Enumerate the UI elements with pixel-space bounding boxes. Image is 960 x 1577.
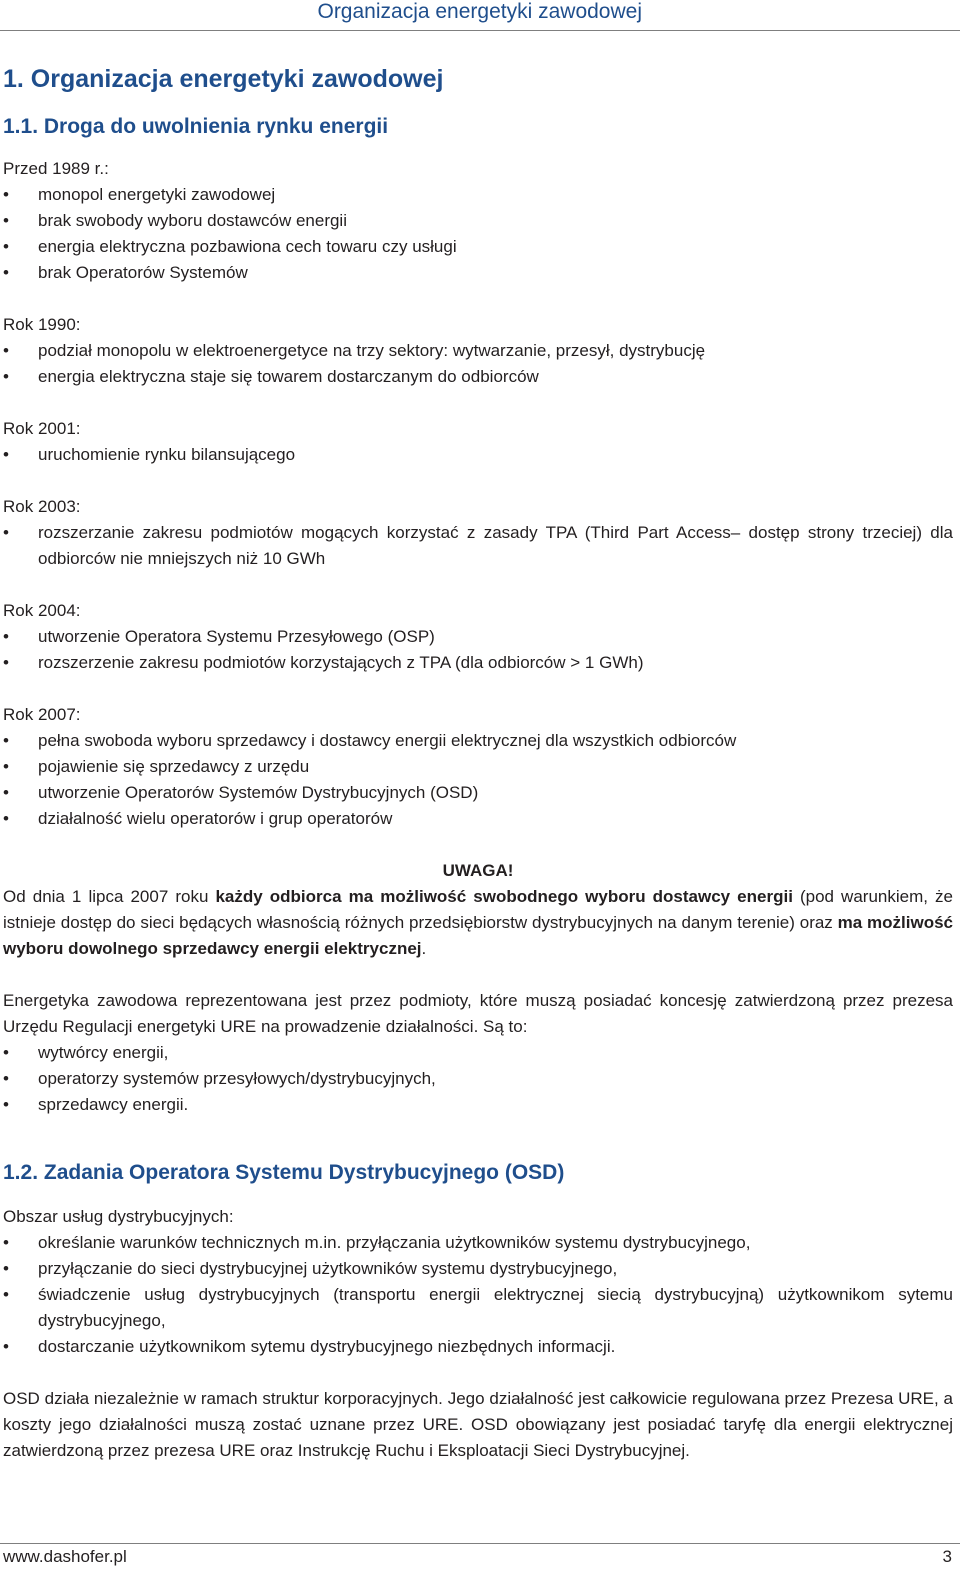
list-item: • przyłączanie do sieci dystrybucyjnej użytkowników systemu dystrybucyjnego,: [3, 1256, 953, 1282]
list-item: • utworzenie Operatora Systemu Przesyłowego (OSP): [3, 624, 953, 650]
bullet-icon: •: [3, 1043, 9, 1062]
bullet-icon: •: [3, 1069, 9, 1088]
bullet-icon: •: [3, 211, 9, 230]
bullet-icon: •: [3, 523, 9, 542]
list-item: • określanie warunków technicznych m.in. przyłączania użytkowników systemu dystrybucyjnego,: [3, 1230, 953, 1256]
list-item: • monopol energetyki zawodowej: [3, 182, 953, 208]
bullet-icon: •: [3, 627, 9, 646]
year-2003-list: [3, 520, 953, 572]
bullet-icon: •: [3, 1259, 9, 1278]
services-intro: Obszar usług dystrybucyjnych:: [3, 1207, 234, 1226]
list-item: • podział monopolu w elektroenergetyce na trzy sektory: wytwarzanie, przesył, dystrybucję: [3, 338, 953, 364]
list-item: • operatorzy systemów przesyłowych/dystrybucyjnych,: [3, 1066, 953, 1092]
notice-emphasis-2: ma możliwość wyboru dowolnego sprzedawcy energii elektrycznej: [3, 913, 953, 958]
notice-heading: UWAGA!: [442, 861, 514, 880]
bullet-icon: •: [3, 263, 9, 282]
bullet-icon: •: [3, 341, 9, 360]
list-item: • pełna swoboda wyboru sprzedawcy i dostawcy energii elektrycznej dla wszystkich odbiorców: [3, 728, 953, 754]
page-number: 3: [942, 1547, 952, 1566]
year-2007-list: [3, 728, 953, 832]
bullet-icon: •: [3, 809, 9, 828]
section-1-1-title: 1.1. Droga do uwolnienia rynku energii: [3, 115, 389, 138]
bullet-icon: •: [3, 731, 9, 750]
bullet-icon: •: [3, 1095, 9, 1114]
before-1989-label: Przed 1989 r.:: [3, 159, 109, 178]
bullet-icon: •: [3, 653, 9, 672]
year-2001-label: Rok 2001:: [3, 419, 81, 438]
closing-paragraph: OSD działa niezależnie w ramach struktur korporacyjnych. Jego działalność jest całkowicie regulowana przez Prezesa URE, a koszty jego działalności muszą zostać uznane przez URE. OSD obowiązany jest posiadać taryfę dla energii elektrycznej zatwierdzoną przez prezesa URE oraz Instrukcję Ruchu i Eksploatacji Sieci Dystrybucyjnej.: [3, 1389, 953, 1460]
list-item: • rozszerzenie zakresu podmiotów korzystających z TPA (dla odbiorców > 1 GWh): [3, 650, 953, 676]
licensing-list: [3, 1040, 953, 1118]
year-2004-label: Rok 2004:: [3, 601, 81, 620]
chapter-title: 1. Organizacja energetyki zawodowej: [3, 65, 444, 93]
footer-divider: [0, 1543, 960, 1544]
list-item: • pojawienie się sprzedawcy z urzędu: [3, 754, 953, 780]
bullet-icon: •: [3, 783, 9, 802]
footer-website: www.dashofer.pl: [3, 1547, 127, 1566]
year-1990-list: [3, 338, 953, 390]
year-2007-label: Rok 2007:: [3, 705, 81, 724]
list-item: • wytwórcy energii,: [3, 1040, 953, 1066]
licensing-paragraph: Energetyka zawodowa reprezentowana jest przez podmioty, które muszą posiadać koncesję zatwierdzoną przez prezesa Urzędu Regulacji energetyki URE na prowadzenie działalności. Są to:: [3, 991, 953, 1036]
bullet-icon: •: [3, 367, 9, 386]
year-2004-list: [3, 624, 953, 676]
notice-paragraph: Od dnia 1 lipca 2007 roku każdy odbiorca ma możliwość swobodnego wyboru dostawcy energii (pod warunkiem, że istnieje dostęp do sieci będących własnością różnych przedsiębiorstw dystrybucyjnych na danym terenie) oraz ma możliwość wyboru dowolnego sprzedawcy energii elektrycznej.: [3, 887, 953, 958]
year-1990-label: Rok 1990:: [3, 315, 81, 334]
bullet-icon: •: [3, 757, 9, 776]
notice-emphasis-1: każdy odbiorca ma możliwość swobodnego wyboru dostawcy energii: [215, 887, 793, 906]
list-item: • brak Operatorów Systemów: [3, 260, 953, 286]
before-1989-list: [3, 182, 953, 286]
year-2003-label: Rok 2003:: [3, 497, 81, 516]
list-item: • rozszerzanie zakresu podmiotów mogących korzystać z zasady TPA (Third Part Access– dostęp strony trzeciej) dla odbiorców nie mniejszych niż 10 GWh: [3, 520, 953, 572]
list-item: • uruchomienie rynku bilansującego: [3, 442, 953, 468]
year-2001-list: [3, 442, 953, 468]
list-item: • brak swobody wyboru dostawców energii: [3, 208, 953, 234]
bullet-icon: •: [3, 185, 9, 204]
bullet-icon: •: [3, 445, 9, 464]
list-item: • energia elektryczna staje się towarem dostarczanym do odbiorców: [3, 364, 953, 390]
list-item: • utworzenie Operatorów Systemów Dystrybucyjnych (OSD): [3, 780, 953, 806]
bullet-icon: •: [3, 237, 9, 256]
bullet-icon: •: [3, 1285, 9, 1304]
bullet-icon: •: [3, 1337, 9, 1356]
running-header-title: Organizacja energetyki zawodowej: [317, 0, 642, 23]
list-item: • świadczenie usług dystrybucyjnych (transportu energii elektrycznej siecią dystrybucyjną) użytkownikom sytemu dystrybucyjnego,: [3, 1282, 953, 1334]
header-divider: [0, 30, 960, 31]
services-list: [3, 1230, 953, 1360]
list-item: • energia elektryczna pozbawiona cech towaru czy usługi: [3, 234, 953, 260]
section-1-2-title: 1.2. Zadania Operatora Systemu Dystrybucyjnego (OSD): [3, 1161, 565, 1184]
bullet-icon: •: [3, 1233, 9, 1252]
list-item: • dostarczanie użytkownikom sytemu dystrybucyjnego niezbędnych informacji.: [3, 1334, 953, 1360]
list-item: • działalność wielu operatorów i grup operatorów: [3, 806, 953, 832]
document-body: [3, 58, 953, 1464]
list-item: • sprzedawcy energii.: [3, 1092, 953, 1118]
